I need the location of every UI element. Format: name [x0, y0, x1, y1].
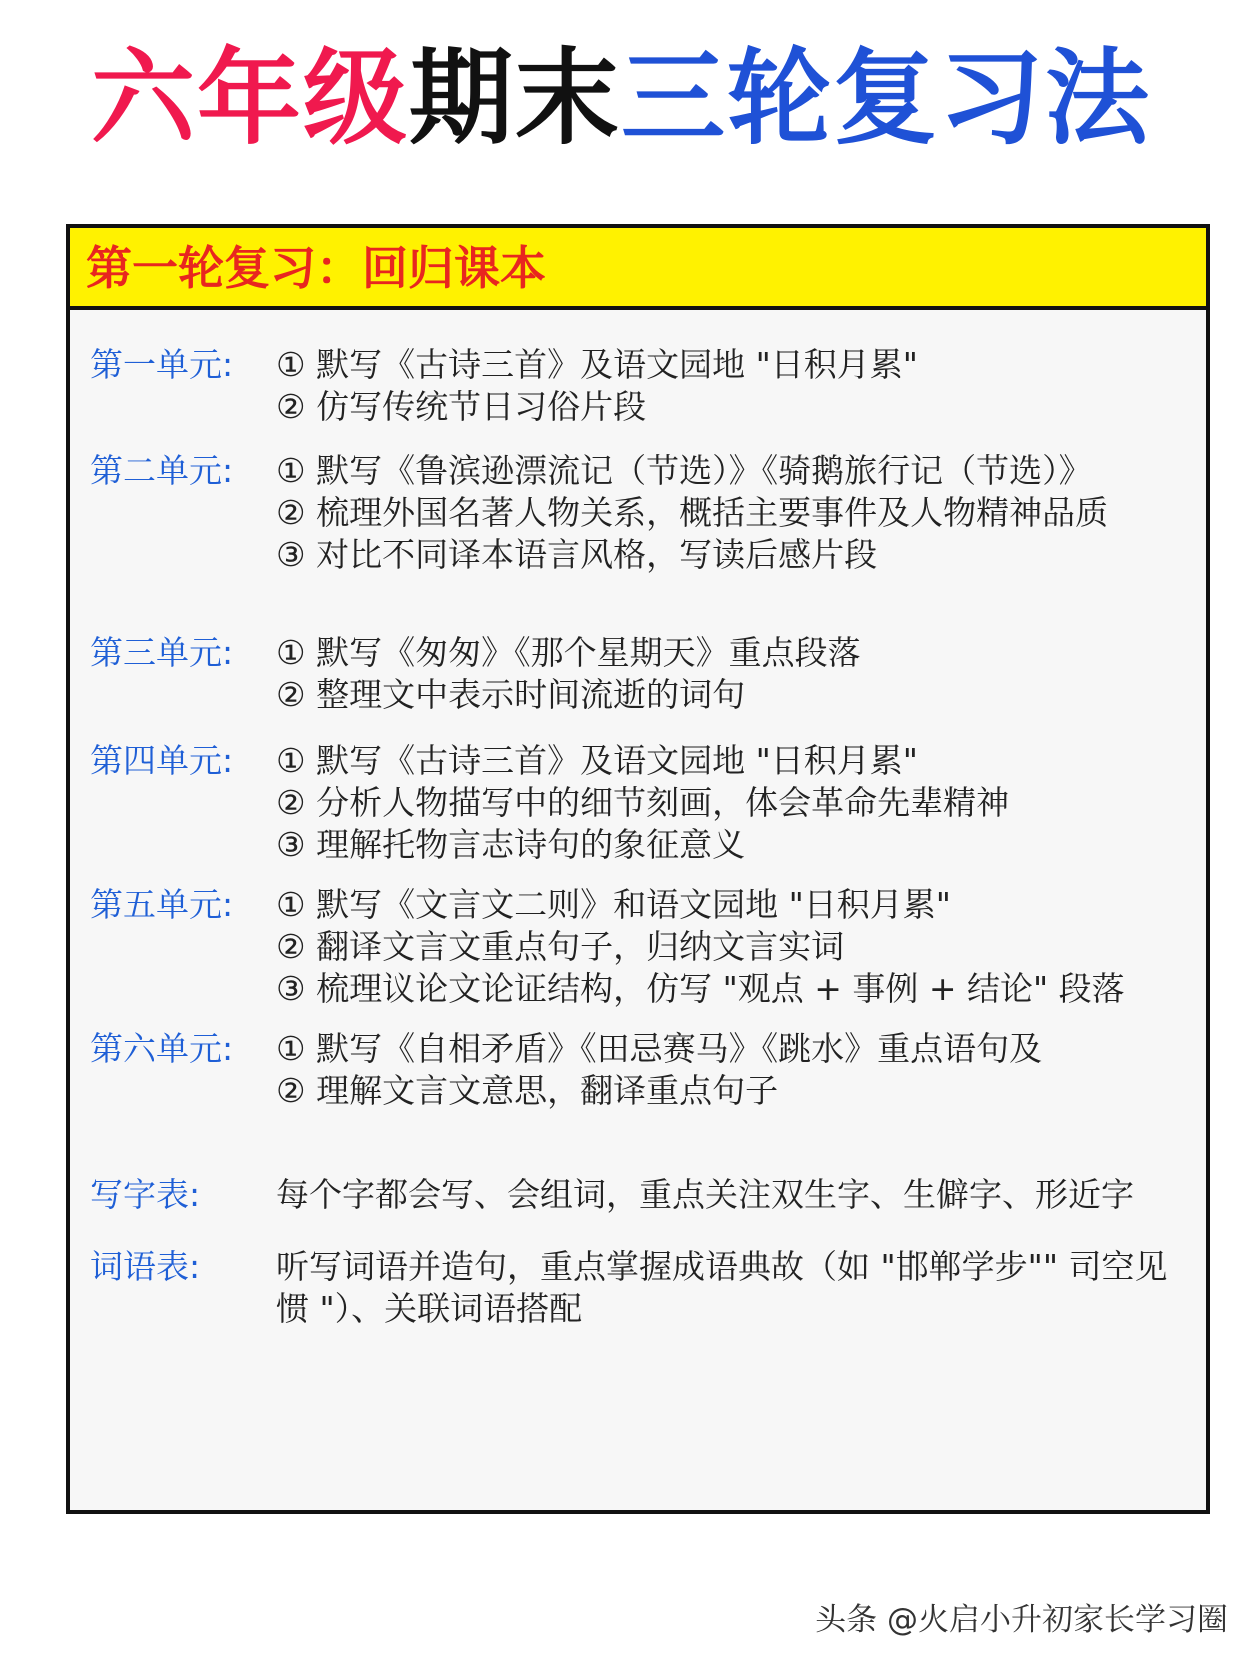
word-table-items — [276, 1246, 1176, 1330]
unit-item: ② 翻译文言文重点句子，归纳文言实词 — [276, 927, 845, 966]
unit-item: ③ 梳理议论文论证结构，仿写 "观点 + 事例 + 结论" 段落 — [276, 969, 1125, 1008]
unit-label: 第六单元: — [90, 1029, 234, 1068]
card-header-title: 第一轮复习：回归课本 — [86, 241, 546, 295]
unit-item: ① 默写《古诗三首》及语文园地 "日积月累" — [276, 345, 918, 384]
unit-items — [276, 450, 1176, 576]
unit-item: ① 默写《古诗三首》及语文园地 "日积月累" — [276, 741, 918, 780]
writing-table-label: 写字表: — [90, 1175, 201, 1214]
writing-table-items — [276, 1174, 1176, 1216]
title-part-grade: 六年级 — [90, 37, 409, 159]
writing-table-text: 每个字都会写、会组词，重点关注双生字、生僻字、形近字 — [276, 1175, 1134, 1214]
unit-label: 第四单元: — [90, 741, 234, 780]
word-table-text: 听写词语并造句，重点掌握成语典故（如 "邯郸学步"" 司空见惯 "）、关联词语搭配 — [276, 1247, 1168, 1328]
unit-label: 第一单元: — [90, 345, 234, 384]
unit-items — [276, 740, 1176, 866]
unit-item: ② 梳理外国名著人物关系，概括主要事件及人物精神品质 — [276, 493, 1109, 532]
unit-item: ③ 对比不同译本语言风格，写读后感片段 — [276, 535, 878, 574]
review-card — [66, 224, 1210, 1514]
unit-items — [276, 344, 1176, 428]
unit-items — [276, 884, 1176, 1010]
card-header — [70, 228, 1206, 310]
page-title — [0, 38, 1242, 158]
title-part-final: 期末 — [408, 37, 621, 159]
unit-item: ② 分析人物描写中的细节刻画，体会革命先辈精神 — [276, 783, 1010, 822]
unit-item: ① 默写《匆匆》《那个星期天》重点段落 — [276, 633, 861, 672]
unit-items — [276, 1028, 1176, 1112]
unit-item: ② 仿写传统节日习俗片段 — [276, 387, 647, 426]
watermark: 头条 @火启小升初家长学习圈 — [815, 1602, 1228, 1638]
unit-label: 第五单元: — [90, 885, 234, 924]
unit-label: 第三单元: — [90, 633, 234, 672]
unit-item: ① 默写《自相矛盾》《田忌赛马》《跳水》重点语句及 — [276, 1029, 1043, 1068]
unit-item: ③ 理解托物言志诗句的象征意义 — [276, 825, 746, 864]
unit-item: ② 理解文言文意思，翻译重点句子 — [276, 1071, 779, 1110]
unit-item: ② 整理文中表示时间流逝的词句 — [276, 675, 746, 714]
unit-label: 第二单元: — [90, 451, 234, 490]
unit-item: ① 默写《文言文二则》和语文园地 "日积月累" — [276, 885, 951, 924]
title-part-method: 三轮复习法 — [621, 37, 1152, 159]
word-table-label: 词语表: — [90, 1247, 201, 1286]
unit-items — [276, 632, 1176, 716]
unit-item: ① 默写《鲁滨逊漂流记（节选）》《骑鹅旅行记（节选）》 — [276, 451, 1092, 490]
